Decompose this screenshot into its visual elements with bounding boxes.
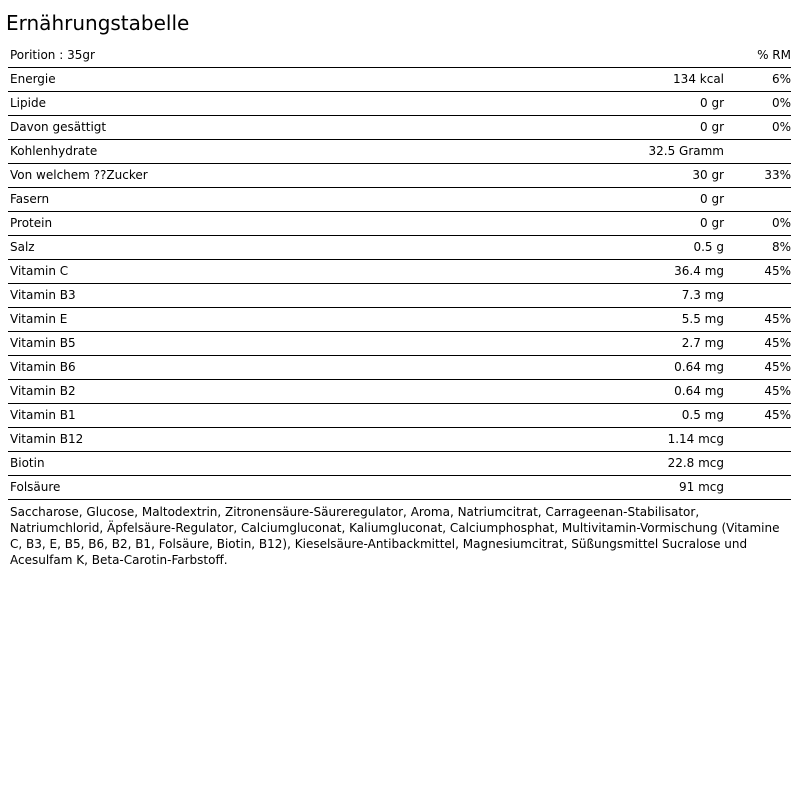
table-row — [8, 284, 791, 308]
table-row — [8, 404, 791, 428]
table-row — [8, 452, 791, 476]
nutrient-rm: 45% — [764, 312, 791, 326]
nutrient-amount: 0.5 g — [693, 240, 724, 254]
nutrient-name: Biotin — [10, 456, 45, 470]
table-row — [8, 68, 791, 92]
table-row — [8, 188, 791, 212]
nutrient-amount: 7.3 mg — [681, 288, 724, 302]
nutrient-rm: 45% — [764, 264, 791, 278]
nutrient-name: Davon gesättigt — [10, 120, 107, 134]
nutrient-rm: 0% — [771, 120, 791, 134]
nutrient-rm: 0% — [771, 96, 791, 110]
nutrient-name: Vitamin E — [10, 312, 68, 326]
nutrient-name: Fasern — [10, 192, 50, 206]
table-row — [8, 308, 791, 332]
nutrient-rm: 8% — [771, 240, 791, 254]
nutrient-name: Lipide — [10, 96, 46, 110]
nutrient-amount: 0 gr — [700, 192, 724, 206]
nutrient-rm: 6% — [771, 72, 791, 86]
table-header-row — [8, 44, 791, 68]
ingredients-text: Saccharose, Glucose, Maltodextrin, Zitronensäure-Säureregulator, Aroma, Natriumcitrat, Carrageenan-Stabilisator, Natriumchlorid, Äpfelsäure-Regulator, Calciumgluconat, Kaliumgluconat, Calciumphosphat, Multivitamin-Vormischung (Vitamine C, B3, E, B5, B6, B2, B1, Folsäure, Biotin, B12), Kieselsäure-Antibackmittel, Magnesiumcitrat, Süßungsmittel Sucralose und Acesulfam K, Beta-Carotin-Farbstoff. — [10, 505, 780, 567]
nutrient-amount: 0.64 mg — [674, 384, 724, 398]
nutrient-amount: 5.5 mg — [681, 312, 724, 326]
nutrient-amount: 0 gr — [700, 96, 724, 110]
table-row — [8, 92, 791, 116]
table-row — [8, 164, 791, 188]
table-row — [8, 236, 791, 260]
nutrient-amount: 1.14 mcg — [667, 432, 724, 446]
table-row — [8, 380, 791, 404]
table-row — [8, 476, 791, 500]
nutrient-amount: 30 gr — [692, 168, 724, 182]
nutrient-amount: 0.64 mg — [674, 360, 724, 374]
nutrient-amount: 0 gr — [700, 120, 724, 134]
nutrient-name: Salz — [10, 240, 35, 254]
nutrient-amount: 22.8 mcg — [667, 456, 724, 470]
table-body — [8, 68, 791, 500]
nutrient-rm: 45% — [764, 360, 791, 374]
portion-label: Porition : 35gr — [10, 48, 95, 62]
nutrient-amount: 0.5 mg — [681, 408, 724, 422]
nutrient-rm: 45% — [764, 408, 791, 422]
nutrient-name: Vitamin B3 — [10, 288, 76, 302]
nutrient-rm: 0% — [771, 216, 791, 230]
nutrient-name: Protein — [10, 216, 53, 230]
nutrient-amount: 32.5 Gramm — [648, 144, 724, 158]
nutrient-amount: 2.7 mg — [681, 336, 724, 350]
table-row — [8, 356, 791, 380]
table-row — [8, 116, 791, 140]
table-row — [8, 212, 791, 236]
nutrient-name: Vitamin B5 — [10, 336, 76, 350]
table-row — [8, 140, 791, 164]
nutrient-amount: 36.4 mg — [674, 264, 724, 278]
nutrient-name: Folsäure — [10, 480, 61, 494]
nutrient-name: Vitamin B2 — [10, 384, 76, 398]
table-row — [8, 428, 791, 452]
nutrient-name: Vitamin B12 — [10, 432, 84, 446]
nutrient-rm: 45% — [764, 336, 791, 350]
nutrient-name: Vitamin B1 — [10, 408, 76, 422]
nutrient-rm: 33% — [764, 168, 791, 182]
nutrient-name: Energie — [10, 72, 56, 86]
table-row — [8, 260, 791, 284]
table-row — [8, 332, 791, 356]
nutrient-amount: 134 kcal — [673, 72, 724, 86]
nutrient-name: Von welchem ??Zucker — [10, 168, 148, 182]
nutrient-name: Vitamin B6 — [10, 360, 76, 374]
rm-header: % RM — [757, 48, 791, 62]
nutrient-amount: 0 gr — [700, 216, 724, 230]
nutrient-rm: 45% — [764, 384, 791, 398]
nutrient-name: Vitamin C — [10, 264, 69, 278]
nutrition-table — [8, 44, 791, 500]
nutrient-name: Kohlenhydrate — [10, 144, 98, 158]
nutrient-amount: 91 mcg — [679, 480, 724, 494]
page-title: Ernährungstabelle — [6, 11, 190, 35]
